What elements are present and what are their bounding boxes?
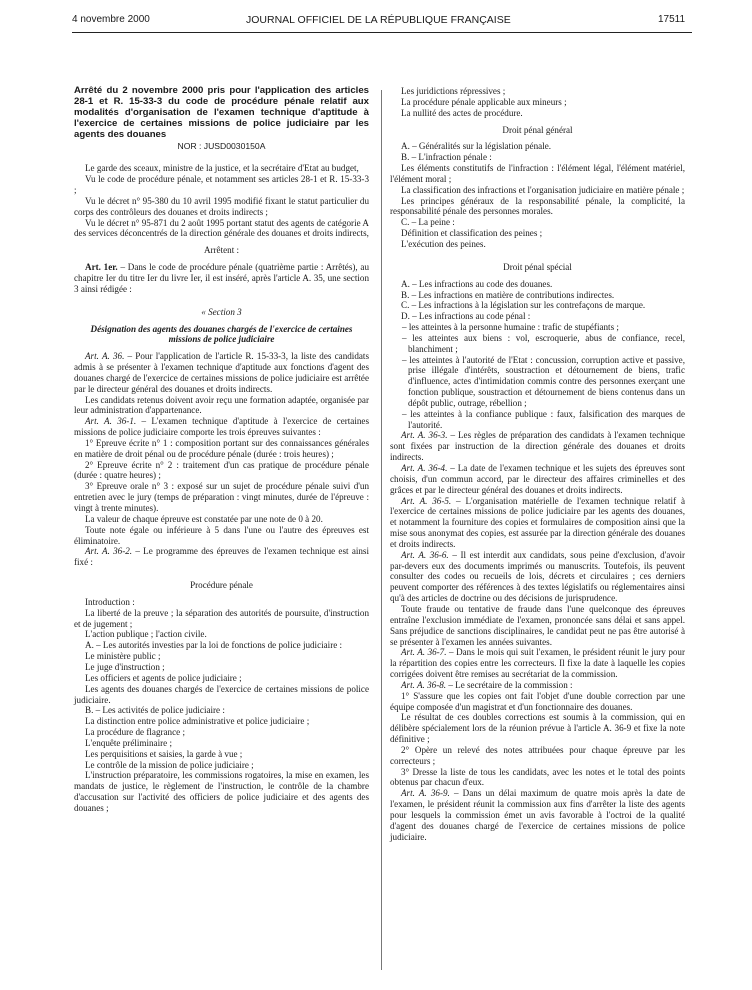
list-item: – les atteintes à la personne humaine : trafic de stupéfiants ; — [402, 322, 619, 333]
paragraph: Le contrôle de la mission de police judiciaire ; — [85, 759, 254, 770]
header-date: 4 novembre 2000 — [72, 14, 150, 25]
article-text: – Le programme des épreuves de l'examen technique est ainsi fixé : — [74, 546, 369, 568]
paragraph: Introduction : — [85, 596, 135, 607]
article-number: Art. A. 36-8. — [401, 679, 447, 690]
article-paragraph — [74, 262, 369, 295]
article-number: Art. A. 36. — [85, 351, 125, 362]
paragraph: 1° Epreuve écrite n° 1 : composition portant sur des connaissances générales en matière de droit pénal ou de procédure pénale (durée : trois heures) ; — [74, 437, 369, 459]
article-paragraph — [390, 647, 685, 680]
section-heading: Droit pénal général — [502, 124, 573, 135]
paragraph: Les éléments constitutifs de l'infraction : l'élément légal, l'élément matériel, l'élément moral ; — [390, 163, 685, 184]
paragraph: Définition et classification des peines ; — [401, 228, 543, 239]
article-paragraph — [390, 680, 685, 691]
paragraph: La valeur de chaque épreuve est constatée par une note de 0 à 20. — [85, 513, 323, 524]
article-paragraph — [74, 351, 369, 394]
paragraph: Le juge d'instruction ; — [85, 661, 165, 672]
column-divider — [381, 90, 382, 970]
list-item: – les atteintes aux biens : vol, escroquerie, abus de confiance, recel, blanchiment ; — [402, 332, 685, 354]
paragraph: 3° Dresse la liste de tous les candidats, avec les notes et le total des points obtenus par chacun d'eux. — [390, 766, 685, 788]
article-text: – L'examen technique d'aptitude à l'exercice de certaines missions de police judiciaire comporte les trois épreuves suivantes : — [74, 416, 369, 438]
paragraph: Vu le code de procédure pénale, et notamment ses articles 28-1 et R. 15-33-3 ; — [74, 174, 369, 196]
paragraph: Toute fraude ou tentative de fraude dans l'une quelconque des épreuves entraîne l'exclusion immédiate de l'examen, prononcée sans délai et sans appel. Sans préjudice de sanctions disciplinaires, le candidat peut ne pas être autorisé à se présenter à l'examen les années suivantes. — [390, 603, 685, 647]
paragraph: 3° Epreuve orale n° 3 : exposé sur un sujet de procédure pénale suivi d'un entretien avec le jury (temps de préparation : vingt minutes, durée de l'épreuve : vingt à trente minutes). — [74, 481, 369, 513]
paragraph: Les officiers et agents de police judiciaire ; — [85, 672, 242, 683]
header-rule — [72, 32, 692, 33]
article-text: – Dans le mois qui suit l'examen, le président réunit le jury pour la répartition des copies entre les correcteurs. Il fixe la date à laquelle les copies corrigées doivent être remises au secrétariat de la commission. — [390, 647, 685, 680]
section-heading: Procédure pénale — [190, 580, 253, 591]
article-text: – Dans le code de procédure pénale (quatrième partie : Arrêtés), au chapitre Ier du titre Ier du livre Ier, il est inséré, après l'article A. 35, une section 3 ainsi rédigée : — [74, 262, 369, 294]
paragraph: A. – Généralités sur la législation pénale. — [401, 141, 551, 152]
article-text: – Le secrétaire de la commission : — [446, 679, 573, 690]
article-number: Art. A. 36-9. — [401, 788, 450, 799]
decree-title: Arrêté du 2 novembre 2000 pris pour l'application des articles 28-1 et R. 15-33-3 du code de procédure pénale relatif aux modalités d'organisation de l'examen technique d'aptitude à l'exercice de certaines missions de police judiciaire par les agents des douanes — [74, 85, 369, 140]
article-text: – La date de l'examen technique et les sujets des épreuves sont choisis, d'un commun accord, par le directeur des affaires criminelles et des grâces et par le directeur général des douanes et droits indirects. — [390, 463, 685, 495]
paragraph: La procédure pénale applicable aux mineurs ; — [401, 96, 567, 107]
article-number: Art. A. 36-2. — [85, 546, 133, 557]
paragraph: 1° S'assure que les copies ont fait l'objet d'une double correction par une équipe composée d'un magistrat et d'un fonctionnaire des douanes. — [390, 690, 685, 712]
article-paragraph — [390, 788, 685, 842]
paragraph: Les perquisitions et saisies, la garde à vue ; — [85, 748, 243, 759]
right-column — [390, 86, 685, 843]
paragraph: L'action publique ; l'action civile. — [85, 629, 207, 640]
article-text: – L'organisation matérielle de l'examen technique relatif à l'exercice de certaines missions de police judiciaire par les agents des douanes, et notamment la fourniture des copies et formulaires de composition ainsi que la mise sous anonymat des copies, est assurée par la direction générale des douanes et droits indirects. — [390, 495, 685, 549]
list-item: – les atteintes à l'autorité de l'Etat : concussion, corruption active et passive, prise illégale d'intérêts, soustraction et détournement de biens, trafic d'influence, actes d'intimidation commis contre des personnes exerçant une fonction publique, soustraction et détournement de biens contenus dans un dépôt public, outrage, rébellion ; — [402, 354, 685, 408]
spacer — [74, 151, 369, 163]
paragraph: La liberté de la preuve ; la séparation des autorités de poursuite, d'instruction et de jugement ; — [74, 607, 369, 629]
paragraph: Les juridictions répressives ; — [401, 86, 506, 96]
article-number: Art. A. 36-3. — [401, 430, 448, 441]
paragraph: Le ministère public ; — [85, 651, 161, 662]
list-item: – les atteintes à la confiance publique : faux, falsification des marques de l'autorité. — [402, 408, 685, 430]
article-paragraph — [390, 463, 685, 496]
article-paragraph — [390, 496, 685, 550]
paragraph: L'exécution des peines. — [401, 238, 486, 249]
paragraph: Les candidats retenus doivent avoir reçu une formation adaptée, organisée par leur administration d'appartenance. — [74, 394, 369, 416]
section-heading: Désignation des agents des douanes chargés de l'exercice de certaines missions de police judiciaire — [90, 323, 353, 345]
article-number: Art. 1er. — [85, 262, 118, 273]
paragraph: La procédure de flagrance ; — [85, 727, 185, 738]
paragraph: La nullité des actes de procédure. — [401, 107, 523, 118]
paragraph: D. – Les infractions au code pénal : — [401, 311, 531, 322]
paragraph: A. – Les autorités investies par la loi de fonctions de police judiciaire : — [85, 640, 343, 651]
paragraph: C. – La peine : — [401, 217, 455, 228]
paragraph: Les agents des douanes chargés de l'exercice de certaines missions de police judiciaire. — [74, 683, 369, 705]
spacer — [390, 250, 685, 262]
article-paragraph — [390, 550, 685, 604]
section-heading: Arrêtent : — [203, 245, 240, 256]
paragraph: Vu le décret n° 95-871 du 2 août 1995 portant statut des agents de catégorie A des services déconcentrés de la direction générale des douanes et droits indirects, — [74, 217, 369, 239]
paragraph: Toute note égale ou inférieure à 5 dans l'une ou l'autre des épreuves est éliminatoire. — [74, 524, 369, 546]
paragraph: La distinction entre police administrative et police judiciaire ; — [85, 716, 310, 727]
spacer — [74, 568, 369, 580]
article-number: Art. A. 36-1. — [85, 416, 137, 427]
paragraph: 2° Opère un relevé des notes attribuées pour chaque épreuve par les correcteurs ; — [390, 744, 685, 766]
section-heading: Droit pénal spécial — [503, 261, 572, 272]
paragraph: A. – Les infractions au code des douanes. — [401, 278, 553, 289]
article-text: – Pour l'application de l'article R. 15-33-3, la liste des candidats admis à se présenter à l'examen technique d'aptitude aux fonctions d'agent des douanes chargé de l'exercice de certaines missions de police judiciaire est arrêtée par le directeur général des douanes et droits indirects. — [74, 351, 369, 394]
article-paragraph — [74, 416, 369, 438]
paragraph: B. – Les activités de police judiciaire : — [85, 705, 225, 716]
paragraph: C. – Les infractions à la législation sur les contrefaçons de marque. — [401, 300, 646, 311]
article-paragraph — [74, 546, 369, 568]
paragraph: B. – L'infraction pénale : — [401, 152, 492, 163]
article-text: – Les règles de préparation des candidats à l'examen technique sont fixées par instruction de la direction générale des douanes et droits indirects. — [390, 430, 686, 463]
header-journal-title: JOURNAL OFFICIEL DE LA RÉPUBLIQUE FRANÇAISE — [246, 14, 511, 26]
section-heading: « Section 3 — [201, 306, 242, 317]
article-number: Art. A. 36-6. — [401, 549, 449, 560]
paragraph: Le résultat de ces doubles corrections est soumis à la commission, qui en délibère spécialement lors de la réunion prévue à l'article A. 36-9 et fixe la note définitive ; — [390, 712, 685, 745]
article-number: Art. A. 36-4. — [401, 463, 448, 473]
spacer — [74, 295, 369, 307]
paragraph: L'enquête préliminaire ; — [85, 737, 172, 748]
paragraph: 2° Epreuve écrite n° 2 : traitement d'un cas pratique de procédure pénale (durée : quatre heures) ; — [74, 459, 369, 481]
paragraph: B. – Les infractions en matière de contributions indirectes. — [401, 289, 615, 300]
paragraph: Vu le décret n° 95-380 du 10 avril 1995 modifié fixant le statut particulier du corps des contrôleurs des douanes et droits indirects ; — [74, 195, 369, 217]
paragraph: La classification des infractions et l'organisation judiciaire en matière pénale ; — [401, 184, 685, 195]
article-text: – Il est interdit aux candidats, sous peine d'exclusion, d'avoir par-devers eux des documents imprimés ou manuscrits. Toutefois, ils peuvent consulter des codes ou recueils de lois, décrets et circulaires ; ces derniers peuvent comporter des références à des textes législatifs ou réglementaires ainsi qu'à des articles de doctrine ou des décisions de jurisprudence. — [390, 549, 686, 604]
article-number: Art. A. 36-5. — [401, 495, 452, 506]
article-text: – Dans un délai maximum de quatre mois après la date de l'examen, le président réunit la commission aux fins d'arrêter la liste des agents pour lesquels la commission émet un avis favorable à l'octroi de la qualité d'agent des douanes chargé de l'exercice de certaines missions de police judiciaire. — [390, 788, 685, 842]
paragraph: Le garde des sceaux, ministre de la justice, et la secrétaire d'Etat au budget, — [85, 163, 359, 174]
left-column — [74, 86, 369, 814]
header-page-number: 17511 — [658, 14, 686, 25]
paragraph: L'instruction préparatoire, les commissions rogatoires, la mise en examen, les mandats de justice, le règlement de l'instruction, le contrôle de la chambre d'accusation sur l'activité des officiers de police judiciaire et des agents des douanes ; — [74, 770, 369, 813]
article-number: Art. A. 36-7. — [401, 647, 447, 658]
nor-reference: NOR : JUSD0030150A — [177, 140, 266, 151]
paragraph: Les principes généraux de la responsabilité pénale, la complicité, la responsabilité pénale des personnes morales. — [390, 195, 685, 217]
article-paragraph — [390, 430, 685, 463]
